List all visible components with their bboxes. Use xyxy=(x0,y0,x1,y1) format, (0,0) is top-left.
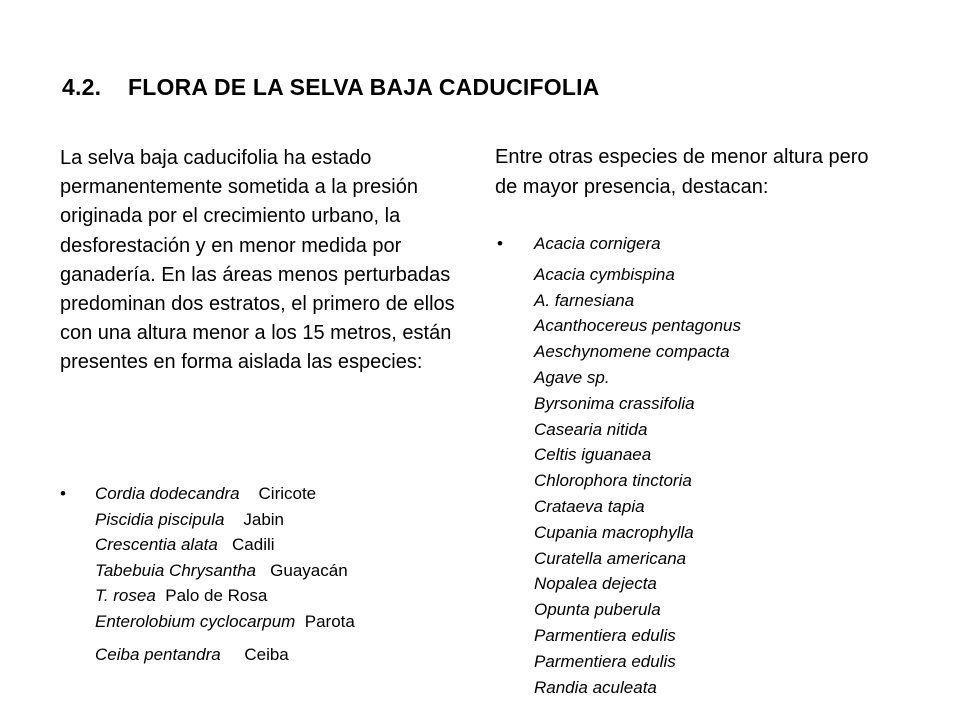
species-name: Aeschynomene compacta xyxy=(534,342,730,362)
page-title xyxy=(62,74,599,101)
list-item xyxy=(60,583,460,609)
bullet-icon: • xyxy=(497,234,503,253)
species-name: Agave sp. xyxy=(534,367,610,387)
species-name: Casearia nitida xyxy=(534,419,648,439)
bullet-icon: • xyxy=(60,484,66,503)
common-name: Jabin xyxy=(243,509,284,529)
list-item xyxy=(60,609,460,635)
species-name: Acacia cymbispina xyxy=(534,264,675,284)
species-name: Parmentiera edulis xyxy=(534,651,676,671)
species-name: Celtis iguanaea xyxy=(534,445,652,465)
species-name: Acacia cornigera xyxy=(534,234,661,253)
species-name: Enterolobium cyclocarpum xyxy=(95,611,296,631)
species-name: Randia aculeata xyxy=(534,677,657,697)
common-name: Cadili xyxy=(232,535,275,555)
species-name: Chlorophora tinctoria xyxy=(534,471,692,491)
species-name: Parmentiera edulis xyxy=(534,625,676,645)
section-title-text: FLORA DE LA SELVA BAJA CADUCIFOLIA xyxy=(128,74,600,100)
right-species-list xyxy=(497,231,897,700)
right-paragraph: Entre otras especies de menor altura pero de mayor presencia, destacan: xyxy=(495,146,869,198)
common-name: Ciricote xyxy=(258,484,317,503)
species-name: T. rosea xyxy=(95,586,156,606)
species-name: Nopalea dejecta xyxy=(534,574,657,594)
species-name: Ceiba pentandra xyxy=(95,644,221,664)
species-name: Tabebuia Chrysantha xyxy=(95,560,256,580)
species-name: Piscidia piscipula xyxy=(95,509,225,529)
species-name: Acanthocereus pentagonus xyxy=(534,316,741,336)
left-species-list xyxy=(60,481,460,667)
species-name: Byrsonima crassifolia xyxy=(534,393,695,413)
list-item xyxy=(60,642,460,668)
common-name: Guayacán xyxy=(270,560,348,580)
species-name: Opunta puberula xyxy=(534,600,661,620)
list-item xyxy=(60,481,460,507)
list-item xyxy=(497,231,897,257)
species-name: Cupania macrophylla xyxy=(534,522,694,542)
species-name: Cordia dodecandra xyxy=(95,484,240,503)
common-name: Parota xyxy=(304,611,355,631)
species-name: Crescentia alata xyxy=(95,535,218,555)
left-paragraph: La selva baja caducifolia ha estado permanentemente sometida a la presión originada por el crecimiento urbano, la desforestación y en menor medida por ganadería. En las áreas menos perturbadas predominan dos estratos, el primero de ellos con una altura menor a los 15 metros, están presentes en forma aislada las especies: xyxy=(60,147,455,374)
species-name: A. farnesiana xyxy=(534,290,635,310)
list-item xyxy=(60,558,460,584)
species-name: Crataeva tapia xyxy=(534,496,645,516)
list-item xyxy=(60,532,460,558)
common-name: Ceiba xyxy=(244,644,289,664)
common-name: Palo de Rosa xyxy=(165,586,268,606)
list-item xyxy=(60,507,460,533)
section-number: 4.2. xyxy=(62,74,102,100)
species-name: Curatella americana xyxy=(534,548,687,568)
